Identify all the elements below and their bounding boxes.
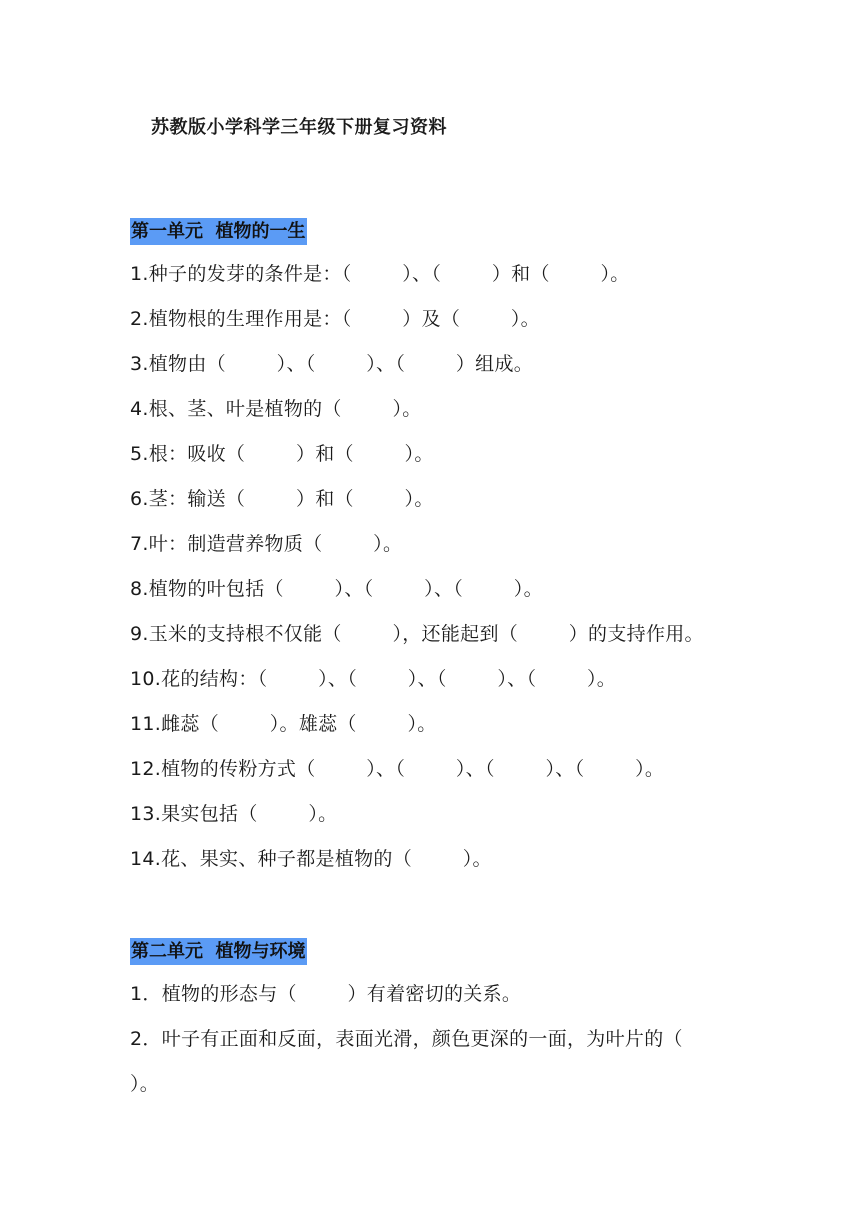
question-item: 11.雌蕊（ ）。雄蕊（ ）。 xyxy=(130,713,437,735)
question-item: 7.叶：制造营养物质（ ）。 xyxy=(130,533,403,555)
document-title: 苏教版小学科学三年级下册复习资料 xyxy=(151,117,447,138)
unit-1-question-list xyxy=(130,252,770,882)
question-item: 2．叶子有正面和反面，表面光滑，颜色更深的一面，为叶片的（ ）。 xyxy=(130,1028,734,1095)
question-item: 14.花、果实、种子都是植物的（ ）。 xyxy=(130,848,492,870)
unit-2-section xyxy=(130,938,770,1107)
question-item: 12.植物的传粉方式（ ）、（ ）、（ ）、（ ）。 xyxy=(130,758,665,780)
unit-1-heading: 第一单元 植物的一生 xyxy=(130,218,307,245)
question-item: 4.根、茎、叶是植物的（ ）。 xyxy=(130,398,422,420)
question-item: 3.植物由（ ）、（ ）、（ ）组成。 xyxy=(130,353,534,375)
question-item: 9.玉米的支持根不仅能（ ），还能起到（ ）的支持作用。 xyxy=(130,623,704,645)
question-item: 1．植物的形态与（ ）有着密切的关系。 xyxy=(130,983,522,1005)
unit-2-heading: 第二单元 植物与环境 xyxy=(130,938,307,965)
question-item: 6.茎：输送（ ）和（ ）。 xyxy=(130,488,434,510)
question-item: 10.花的结构：（ ）、（ ）、（ ）、（ ）。 xyxy=(130,668,617,690)
question-item: 5.根：吸收（ ）和（ ）。 xyxy=(130,443,434,465)
unit-2-question-list xyxy=(130,972,770,1107)
question-item: 8.植物的叶包括（ ）、（ ）、（ ）。 xyxy=(130,578,543,600)
question-item: 13.果实包括（ ）。 xyxy=(130,803,338,825)
question-item: 2.植物根的生理作用是：（ ）及（ ）。 xyxy=(130,308,540,330)
unit-1-section xyxy=(130,218,770,882)
question-item: 1.种子的发芽的条件是：（ ）、（ ）和（ ）。 xyxy=(130,263,630,285)
